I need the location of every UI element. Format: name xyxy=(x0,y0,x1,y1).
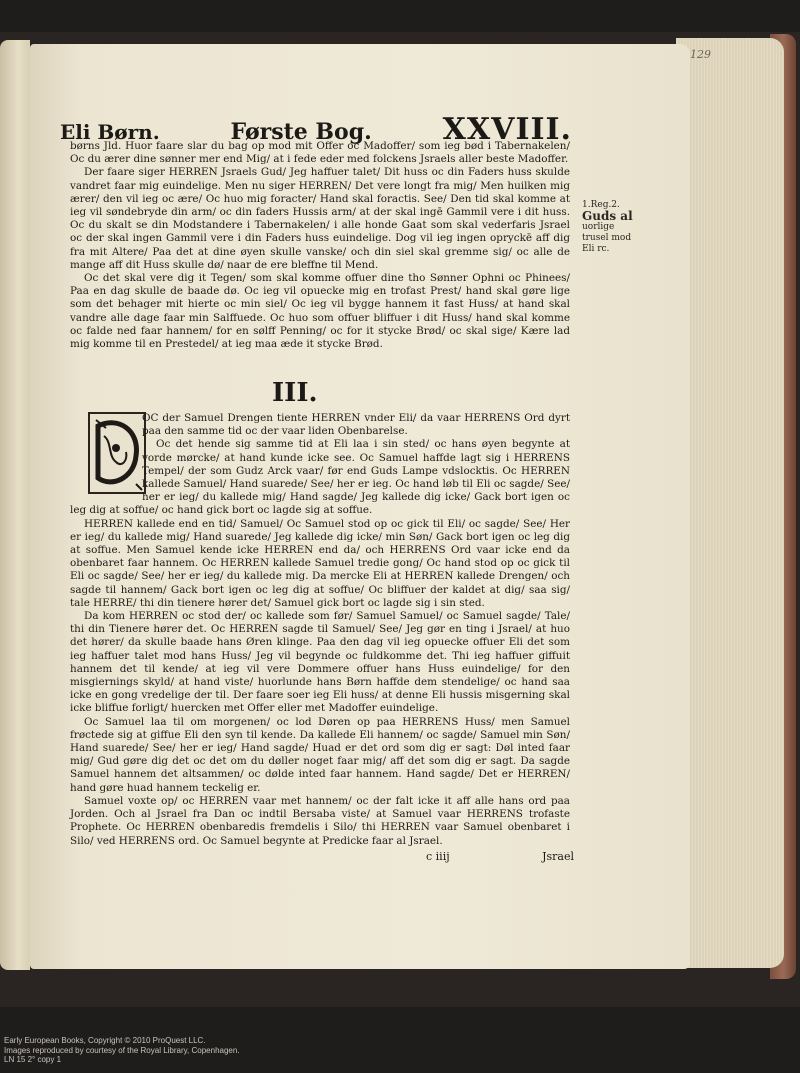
paragraph: Samuel voxte op/ oc HERREN vaar met hannem/ oc der falt icke it aff alle hans ord paa Jorden. Och al Jsrael fra Dan oc indtil Bersaba viste/ at Samuel vaar HERRENS trofaste Prophete. Oc HERREN obenbaredis fremdelis i Silo/ thi HERREN vaar Samuel obenbaret i Silo/ ved HERRENS ord. Oc Samuel begynte at Predicke faar al Jsrael. xyxy=(70,794,570,847)
paragraph: Oc Samuel laa til om morgenen/ oc lod Døren op paa HERRENS Huss/ men Samuel frøctede sig at giffue Eli den syn til kende. Da kallede Eli hannem/ oc sagde/ Samuel min Søn/ Hand suarede/ See/ her er ieg/ Hand sagde/ Huad er det ord som dig er sagt: Døl inted faar mig/ Gud gøre dig det oc det om du døller noget faar mig/ aff det som dig er sagt. Da sagde Samuel hannem det altsammen/ oc dølde inted faar hannem. Hand sagde/ Det er HERREN/ hand gøre huad hannem teckelig er. xyxy=(70,715,570,794)
catchwords xyxy=(426,850,574,863)
running-head-chapter: XXVIII. xyxy=(442,112,572,147)
paragraph: Oc det skal vere dig it Tegen/ som skal komme offuer dine tho Sønner Ophni oc Phinees/ Paa en dag skulle de baade dø. Oc ieg vil opuecke mig en trofast Prest/ hand skal gøre lige som det behager mit hierte oc min siel/ Oc ieg vil bygge hannem it fast Huss/ at hand skal vandre alle dage faar min Salffuede. Oc huo som offuer bliffuer i dit Huss/ hand skal komme oc falde ned faar hannem/ for en sølff Penning/ oc for it stycke Brød/ oc skal sige/ Kære lad mig komme til en Prestedel/ at ieg maa æde it stycke Brød. xyxy=(70,272,570,351)
paragraph: Oc det hende sig samme tid at Eli laa i sin sted/ oc hans øyen begynte at vorde mørcke/ at hand kunde icke see. Oc Samuel haffde lagt sig i HERRENS Tempel/ der som Gudz Arck vaar/ før end Guds Lampe vdslocktis. Oc HERREN kallede Samuel/ Hand suarede/ See/ her er ieg. Oc hand løb til Eli oc sagde/ See/ her er ieg/ du kallede mig/ Hand sagde/ Jeg kallede dig icke/ Gack bort igen oc leg dig at soffue/ oc hand gick bort oc lagde sig at soffue. xyxy=(70,438,570,517)
left-page-edge xyxy=(0,40,30,970)
paragraph: Da kom HERREN oc stod der/ oc kallede som før/ Samuel Samuel/ oc Samuel sagde/ Tale/ thi din Tienere hører det. Oc HERREN sagde til Samuel/ See/ Jeg gør en ting i Jsrael/ at huo det hører/ da skulle baade hans Øren klinge. Paa den dag vil ieg opuecke offuer Eli det som ieg haffuer talet mod hans Huss/ Jeg vil begynde oc fuldkomme det. Thi ieg haffuer giffuit hannem det til kende/ at ieg vil vere Dommere offuer hans Huss euindelige/ for den misgiernings skyld/ at hand viste/ huorlunde hans Børn haffde dem stendelige/ oc hand saa icke en gong vredelige der til. Der faare soer ieg Eli huss/ at denne Eli hussis misgerning skal icke bliffue forligt/ huercken met Offer eller met Madoffer euindelige. xyxy=(70,610,570,715)
text-block-chapter xyxy=(70,412,570,848)
credit-line: Early European Books, Copyright © 2010 ProQuest LLC. xyxy=(4,1036,206,1045)
chapter-heading: III. xyxy=(272,378,318,408)
paragraph: OC der Samuel Drengen tiente HERREN vnder Eli/ da vaar HERRENS Ord dyrt paa den samme tid oc der vaar liden Obenbarelse. xyxy=(142,412,570,438)
margin-note-text: uorlige trusel mod Eli rc. xyxy=(582,222,632,254)
signature-mark: c iiij xyxy=(426,850,450,863)
catchword: Jsrael xyxy=(542,850,574,863)
running-head-left: Eli Børn. xyxy=(60,120,160,144)
page-stack-edges xyxy=(676,38,784,968)
paragraph: børns Jld. Huor faare slar du bag op mod mit Offer oc Madoffer/ som ieg bød i Tabernakelen/ Oc du ærer dine sønner mer end Mig/ at i fede eder med folckens Jsraels aller beste Madoffer. xyxy=(70,140,570,166)
paragraph: Der faare siger HERREN Jsraels Gud/ Jeg haffuer talet/ Dit huss oc din Faders huss skulde vandret faar mig euindelige. Men nu siger HERREN/ Det vere longt fra mig/ Men huilken mig ærer/ den vil ieg oc ære/ Oc huo mig foracter/ Hand skal foractis. See/ Den tid skal komme at ieg vil søndebryde din arm/ oc din faders Hussis arm/ at der skal ingē Gammil vere i dit huss. Oc du skalt se din Modstandere i Tabernakelen/ i alle honde Gaat som skal vederfaris Jsrael oc der skal ingen Gammil vere i din Faders huss euindelige. Dog vil ieg ingen opryckē aff dig fra mit Altere/ Paa det at dine øyen skulle vanske/ och din siel skal gremme sig/ oc alle de mange aff dit Huss skulle dø/ naar de ere bleffne til Mend. xyxy=(70,166,570,271)
credit-line: Images reproduced by courtesy of the Royal Library, Copenhagen. xyxy=(4,1045,240,1055)
running-head-center: Første Bog. xyxy=(230,119,372,145)
folio-number: 129 xyxy=(690,48,711,61)
margin-note-heading: Guds al xyxy=(582,209,633,223)
margin-note xyxy=(582,200,640,255)
copyright-credit xyxy=(4,1036,240,1065)
paragraph: HERREN kallede end en tid/ Samuel/ Oc Samuel stod op oc gick til Eli/ oc sagde/ See/ Her er ieg/ du kallede mig/ Hand suarede/ Jeg kallede dig icke/ min Søn/ Gack bort igen oc leg dig at soffue. Men Samuel kende icke HERREN end da/ och HERRENS Ord vaar icke end da obenbaret faar hannem. Oc HERREN kallede Samuel tredie gong/ Oc hand stod op oc gick til Eli oc sagde/ See/ her er ieg/ du kallede mig. Da mercke Eli at HERREN kallede Drengen/ och sagde til hannem/ Gack bort igen oc leg dig at soffue/ Oc bliffuer der kaldet at dig/ saa sig/ tale HERRE/ thi din tienere hører det/ Samuel gick bort oc lagde sig i sin sted. xyxy=(70,517,570,609)
margin-note-reference: 1.Reg.2. xyxy=(582,200,620,210)
credit-line: LN 15 2° copy 1 xyxy=(4,1055,62,1064)
text-block-top xyxy=(70,140,570,351)
